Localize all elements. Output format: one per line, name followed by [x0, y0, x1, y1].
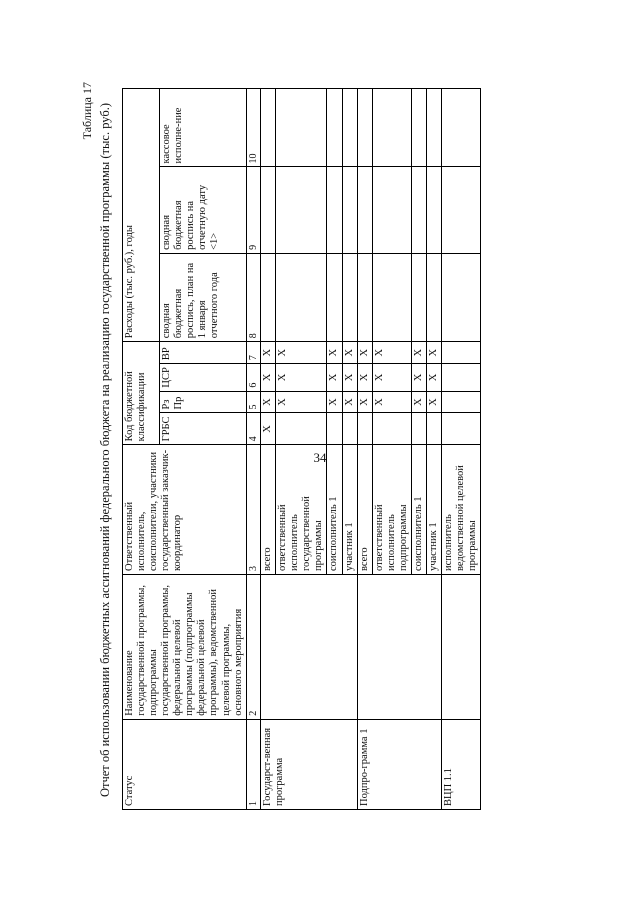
vr-cell: X — [357, 342, 372, 364]
col-number: 5 — [246, 391, 261, 413]
vr-cell — [441, 342, 480, 364]
cash-cell — [357, 89, 372, 167]
vr-cell: X — [411, 342, 426, 364]
csr-cell: X — [411, 364, 426, 391]
header-rzpr: Рз Пр — [160, 391, 247, 413]
fact-cell — [441, 167, 480, 253]
plan-cell — [276, 253, 327, 341]
header-fact: сводная бюджетная роспись на отчетную дату <1> — [160, 167, 247, 253]
header-grbs: ГРБС — [160, 413, 247, 445]
vr-cell: X — [276, 342, 327, 364]
rzpr-cell: X — [342, 391, 357, 413]
csr-cell: X — [327, 364, 342, 391]
fact-cell — [372, 167, 411, 253]
rzpr-cell: X — [372, 391, 411, 413]
executor-cell: соисполнитель 1 — [411, 445, 426, 575]
fact-cell — [342, 167, 357, 253]
col-number: 3 — [246, 445, 261, 575]
executor-cell: ответственный исполнитель подпрограммы — [372, 445, 411, 575]
header-expenses-group: Расходы (тыс. руб.), годы — [123, 89, 160, 342]
page-number: 34 — [313, 450, 327, 465]
executor-cell: ответственный исполнитель государственной программы — [276, 445, 327, 575]
header-plan: сводная бюджетная роспись, план на 1 января отчетного года — [160, 253, 247, 341]
plan-cell — [441, 253, 480, 341]
fact-cell — [327, 167, 342, 253]
column-number-row — [246, 89, 261, 810]
executor-cell: участник 1 — [426, 445, 441, 575]
fact-cell — [411, 167, 426, 253]
grbs-cell — [342, 413, 357, 445]
rzpr-cell: X — [426, 391, 441, 413]
csr-cell: X — [372, 364, 411, 391]
rzpr-cell: X — [276, 391, 327, 413]
header-status: Статус — [123, 719, 247, 809]
cash-cell — [276, 89, 327, 167]
col-number: 2 — [246, 575, 261, 720]
grbs-cell — [327, 413, 342, 445]
grbs-cell: X — [261, 413, 276, 445]
cash-cell — [441, 89, 480, 167]
executor-cell: всего — [261, 445, 276, 575]
table-row — [357, 89, 372, 810]
csr-cell: X — [276, 364, 327, 391]
name-cell — [357, 575, 441, 720]
header-vr: ВР — [160, 342, 247, 364]
grbs-cell — [372, 413, 411, 445]
header-executor: Ответственный исполнитель, соисполнители, участники государственный заказчик-координатор — [123, 445, 247, 575]
table-row — [441, 89, 480, 810]
rzpr-cell: X — [261, 391, 276, 413]
grbs-cell — [426, 413, 441, 445]
col-number: 1 — [246, 719, 261, 809]
vr-cell: X — [327, 342, 342, 364]
cash-cell — [411, 89, 426, 167]
grbs-cell — [411, 413, 426, 445]
rzpr-cell — [441, 391, 480, 413]
report-table — [122, 88, 481, 810]
col-number: 9 — [246, 167, 261, 253]
cash-cell — [342, 89, 357, 167]
fact-cell — [357, 167, 372, 253]
header-row-1 — [123, 89, 160, 810]
fact-cell — [261, 167, 276, 253]
grbs-cell — [441, 413, 480, 445]
rotated-table-block — [70, 70, 570, 830]
vr-cell: X — [342, 342, 357, 364]
plan-cell — [342, 253, 357, 341]
plan-cell — [261, 253, 276, 341]
header-name: Наименование государственной программы, подпрограммы государственной программы, федеральной целевой программы (подпрограммы федеральной целевой программы), ведомственной целевой программы, основного мероприятия — [123, 575, 247, 720]
col-number: 7 — [246, 342, 261, 364]
csr-cell — [441, 364, 480, 391]
col-number: 4 — [246, 413, 261, 445]
plan-cell — [327, 253, 342, 341]
csr-cell: X — [357, 364, 372, 391]
table-row — [261, 89, 276, 810]
executor-cell: соисполнитель 1 — [327, 445, 342, 575]
vr-cell: X — [261, 342, 276, 364]
col-number: 6 — [246, 364, 261, 391]
grbs-cell — [276, 413, 327, 445]
rzpr-cell: X — [411, 391, 426, 413]
vr-cell: X — [372, 342, 411, 364]
cash-cell — [327, 89, 342, 167]
header-csr: ЦСР — [160, 364, 247, 391]
cash-cell — [426, 89, 441, 167]
fact-cell — [426, 167, 441, 253]
col-number: 8 — [246, 253, 261, 341]
table-title: Отчет об использовании бюджетных ассигнований федерального бюджета на реализацию государственной программы (тыс. руб.) — [98, 102, 112, 798]
rzpr-cell: X — [327, 391, 342, 413]
name-cell — [261, 575, 357, 720]
cash-cell — [372, 89, 411, 167]
plan-cell — [426, 253, 441, 341]
grbs-cell — [357, 413, 372, 445]
status-cell: Подпро-грамма 1 — [357, 719, 441, 809]
rzpr-cell: X — [357, 391, 372, 413]
header-code-group: Код бюджетной классификации — [123, 342, 160, 445]
executor-cell: участник 1 — [342, 445, 357, 575]
header-cash: кассовое исполне-ние — [160, 89, 247, 167]
cash-cell — [261, 89, 276, 167]
table-label: Таблица 17 — [80, 82, 94, 140]
status-cell: Государст-венная программа — [261, 719, 357, 809]
csr-cell: X — [261, 364, 276, 391]
executor-cell: исполнитель ведомственной целевой программы — [441, 445, 480, 575]
plan-cell — [357, 253, 372, 341]
vr-cell: X — [426, 342, 441, 364]
status-cell: ВЦП 1.1 — [441, 719, 480, 809]
plan-cell — [372, 253, 411, 341]
plan-cell — [411, 253, 426, 341]
csr-cell: X — [342, 364, 357, 391]
fact-cell — [276, 167, 327, 253]
csr-cell: X — [426, 364, 441, 391]
name-cell — [441, 575, 480, 720]
col-number: 10 — [246, 89, 261, 167]
executor-cell: всего — [357, 445, 372, 575]
